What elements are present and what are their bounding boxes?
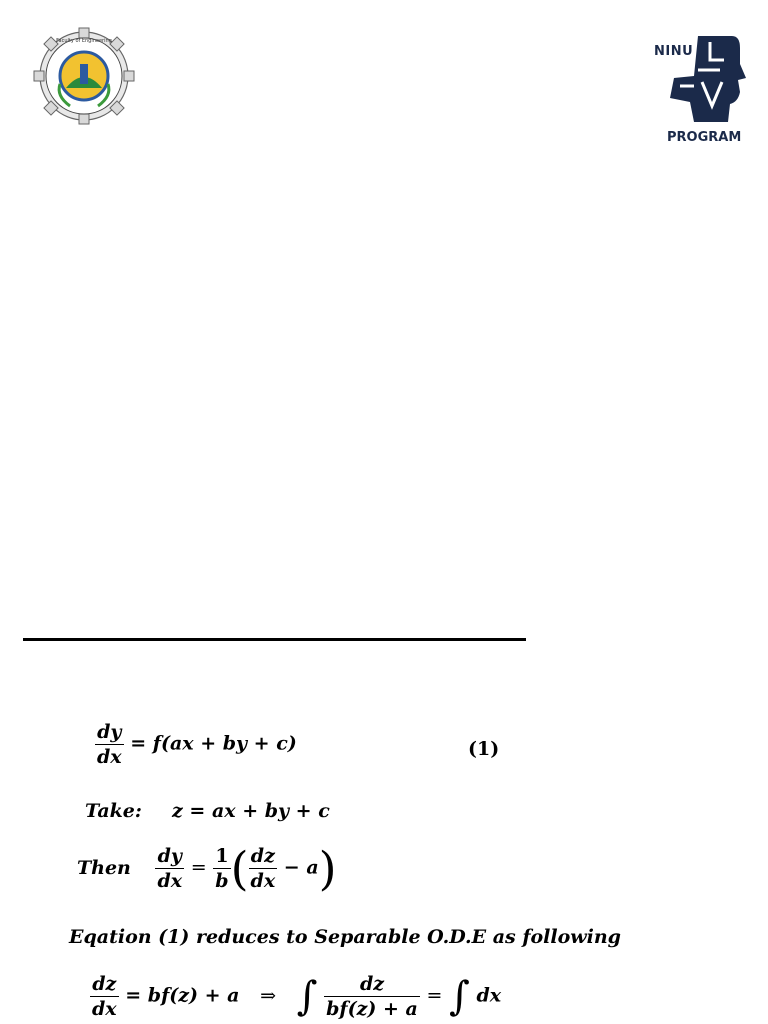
then-label: Then — [77, 856, 131, 879]
program-label: PROGRAM — [667, 130, 742, 145]
take-label: Take: — [85, 800, 142, 822]
then-equation: Then $\frac{dy}{dx}$ = $\frac{1}{b}$ ( $\frac{dz}{dx}$ − a) — [77, 841, 337, 896]
ninu-label: NINU — [654, 44, 694, 59]
section-divider — [23, 638, 526, 641]
reduces-sentence: Eqation (1) reduces to Separable O.D.E as following — [69, 926, 621, 948]
equation-1-tag: (1) — [468, 738, 500, 760]
separable-equation: $\frac{dz}{dx}$ = bf(z) + a ⇒ ∫ $\frac{dz}{bf(z) + a}$ = ∫ dx — [92, 973, 502, 1020]
university-logo — [30, 26, 138, 126]
svg-text:Faculty of Engineering: Faculty of Engineering — [56, 38, 112, 44]
equation-1-rhs: = f(ax + by + c) — [130, 732, 297, 755]
ninu-program-logo — [650, 30, 750, 150]
take-expression: z = ax + by + c — [172, 800, 330, 822]
equation-1: $\frac{dy}{dx}$ = f(ax + by + c) — [97, 721, 297, 768]
